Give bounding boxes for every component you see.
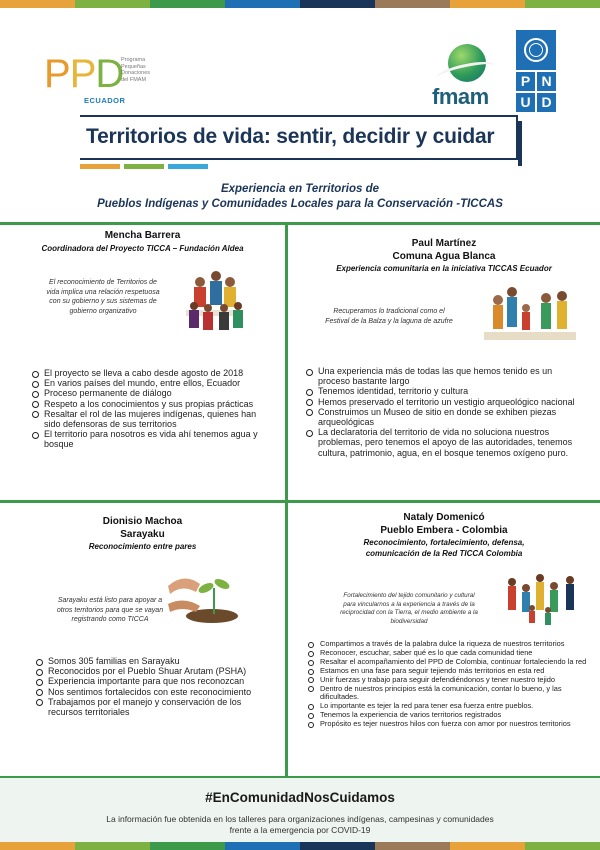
speaker-name: Dionisio Machoa	[102, 516, 183, 527]
bullet-item: Propósito es tejer nuestros hilos con fuerza con amor por nuestros territorios	[306, 720, 590, 729]
speaker-role: Experiencia comunitaria en la iniciativa TICCAS Ecuador	[336, 264, 552, 273]
stripe-segment	[300, 0, 375, 8]
title-box	[80, 115, 518, 160]
bullet-item: El proyecto se lleva a cabo desde agosto de 2018	[30, 368, 262, 378]
bullet-item: En varios países del mundo, entre ellos, Ecuador	[30, 378, 262, 388]
bullet-item: Proceso permanente de diálogo	[30, 388, 262, 398]
bullet-item: Compartimos a través de la palabra dulce la riqueza de nuestros territorios	[306, 640, 590, 649]
ppd-logo-subtitle: Programa Pequeñas Donaciones del FMAM	[121, 57, 151, 83]
stripe-segment	[450, 842, 525, 850]
fmam-logo	[432, 44, 502, 114]
bullet-item: Reconocidos por el Pueblo Shuar Arutam (PSHA)	[34, 666, 264, 676]
speaker-role: Reconocimiento entre pares	[88, 542, 197, 551]
stripe-segment	[150, 842, 225, 850]
bullet-item: Construimos un Museo de sitio en donde se exhiben piezas arqueológicas	[304, 407, 586, 427]
panel-dionisio-machoa	[0, 516, 285, 552]
title-accent-bar	[80, 164, 120, 169]
bullet-item: Somos 305 familias en Sarayaku	[34, 656, 264, 666]
undp-letter: U	[516, 93, 535, 112]
undp-letter: P	[516, 72, 535, 91]
stripe-segment	[75, 0, 150, 8]
ppd-logo-country: ECUADOR	[84, 96, 126, 105]
stripe-segment	[525, 842, 600, 850]
source-note: La información fue obtenida en los talleres para organizaciones indígenas, campesinas y comunidades frente a la emergencia por COVID-19	[106, 814, 494, 835]
stripe-segment	[450, 0, 525, 8]
divider-middle	[0, 500, 600, 503]
bullet-item: Estamos en una fase para seguir tejiendo más territorios en esta red	[306, 667, 590, 676]
undp-logo	[516, 30, 556, 110]
speaker-role: comunicación de la Red TICCA Colombia	[365, 549, 523, 558]
subtitle-line: Pueblos Indígenas y Comunidades Locales para la Conservación -TICCAS	[97, 198, 503, 210]
quote-dionisio: Sarayaku está listo para apoyar a otros territorios para que se vayan registrando como TICCA	[56, 597, 164, 623]
divider-vertical	[285, 222, 288, 776]
panel-mencha-barrera	[0, 230, 285, 254]
undp-letter: D	[537, 93, 556, 112]
fmam-logo-word: fmam	[432, 84, 489, 109]
stripe-segment	[225, 0, 300, 8]
page-title: Territorios de vida: sentir, decidir y cuidar	[86, 125, 495, 148]
bullet-item: Tenemos la experiencia de varios territorios registrados	[306, 711, 590, 720]
quote-nataly: Fortalecimiento del tejido comunitario y cultural para vincularnos a la experiencia a través de la reciprocidad con la Tierra, el medio ambiente a la biodiversidad	[340, 592, 478, 625]
bullet-item: Una experiencia más de todas las que hemos tenido es un proceso bastante largo	[304, 366, 586, 386]
title-accent-bar	[124, 164, 164, 169]
stripe-segment	[375, 842, 450, 850]
title-accent-bars	[80, 164, 208, 169]
stripe-segment	[0, 842, 75, 850]
bullet-item: Trabajamos por el manejo y conservación de los recursos territoriales	[34, 697, 264, 717]
stripe-segment	[225, 842, 300, 850]
stripe-segment	[75, 842, 150, 850]
speaker-name: Nataly Domenicó	[403, 512, 485, 523]
hands-planting-illustration	[166, 566, 246, 628]
bullet-item: Nos sentimos fortalecidos con este reconocimiento	[34, 687, 264, 697]
quote-paul: Recuperamos lo tradicional como el Festival de la Balza y la laguna de azufre	[325, 308, 453, 325]
title-accent-bar	[168, 164, 208, 169]
bullet-item: Resaltar el acompañamiento del PPD de Colombia, continuar fortaleciendo la red	[306, 658, 590, 667]
bullet-list-dionisio	[34, 656, 264, 717]
bullet-item: Dentro de nuestros principios está la comunicación, contar lo bueno, y las dificultades.	[306, 685, 590, 703]
ppd-logo	[44, 54, 164, 114]
stripe-segment	[525, 0, 600, 8]
hashtag: #EnComunidadNosCuidamos	[205, 790, 395, 805]
stripe-segment	[375, 0, 450, 8]
header	[0, 8, 600, 108]
speaker-name: Paul Martínez	[411, 238, 477, 249]
speaker-org: Comuna Agua Blanca	[392, 250, 496, 262]
bullet-item: Tenemos identidad, territorio y cultura	[304, 386, 586, 396]
quote-mencha: El reconocimiento de Territorios de vida implica una relación respetuosa con su gobierno y sus sistemas de gobierno organizativo	[46, 279, 160, 315]
stripe-segment	[300, 842, 375, 850]
ppd-logo-word: PPD	[44, 52, 124, 96]
bullet-item: Unir fuerzas y trabajo para seguir defendiéndonos y tener nuestro tejido	[306, 676, 590, 685]
indigenous-group-illustration	[178, 268, 250, 340]
speaker-name: Mencha Barrera	[104, 230, 181, 241]
un-emblem-icon	[516, 30, 556, 70]
speaker-org: Sarayaku	[120, 528, 165, 540]
bullet-item: El territorio para nosotros es vida ahí tenemos agua y bosque	[30, 429, 262, 449]
bullet-item: Reconocer, escuchar, saber qué es lo que cada comunidad tiene	[306, 649, 590, 658]
stripe-segment	[0, 0, 75, 8]
stripe-segment	[150, 0, 225, 8]
embera-group-illustration	[502, 568, 588, 628]
bullet-item: Experiencia importante para que nos reconozcan	[34, 676, 264, 686]
speaker-org: Pueblo Embera - Colombia	[380, 524, 508, 536]
bullet-list-mencha	[30, 368, 262, 450]
community-group-illustration	[484, 282, 576, 344]
bullet-item: Lo importante es tejer la red para tener esa fuerza entre pueblos.	[306, 702, 590, 711]
undp-letter: N	[537, 72, 556, 91]
divider-top	[0, 222, 600, 225]
bottom-color-stripe	[0, 842, 600, 850]
bullet-list-nataly	[306, 640, 590, 729]
bullet-item: Respeto a los conocimientos y sus propias prácticas	[30, 399, 262, 409]
panel-nataly-domenico	[288, 512, 600, 559]
bullet-list-paul	[304, 366, 586, 458]
speaker-role: Coordinadora del Proyecto TICCA – Fundación Aldea	[41, 243, 244, 253]
bullet-item: Hemos preservado el territorio un vestigio arqueológico nacional	[304, 397, 586, 407]
bullet-item: Resaltar el rol de las mujeres indígenas, quienes han sido defensoras de sus territorios	[30, 409, 262, 429]
subtitle-line: Experiencia en Territorios de	[220, 183, 380, 195]
speaker-role: Reconocimiento, fortalecimiento, defensa,	[363, 538, 525, 547]
panel-paul-martinez	[288, 238, 600, 274]
page-subtitle	[0, 182, 600, 212]
bullet-item: La declaratoria del territorio de vida no soluciona nuestros problemas, pero tenemos el apoyo de las autoridades, tenemos cultura, patrimonio, agua, en el bosque tenemos oxígeno puro.	[304, 427, 586, 458]
top-color-stripe	[0, 0, 600, 8]
